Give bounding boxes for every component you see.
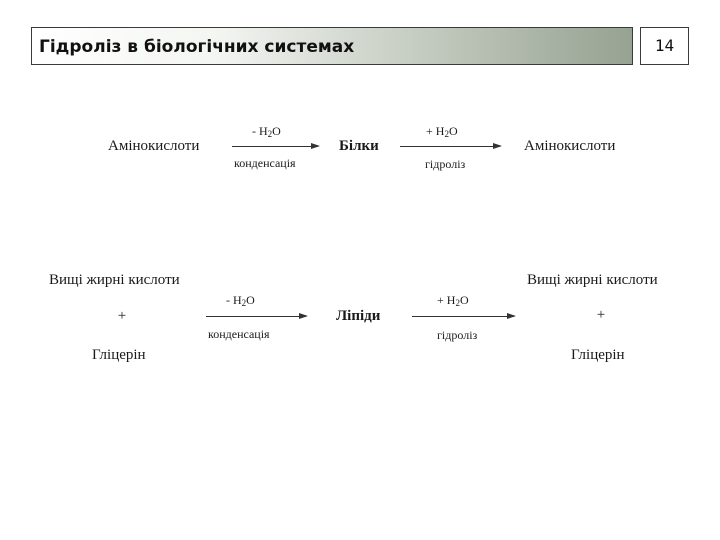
slide-title: Гідроліз в біологічних системах	[39, 37, 355, 57]
slide-title-bar	[31, 27, 633, 65]
reactant-fatty-acids: Вищі жирні кислоти	[49, 272, 180, 288]
condensation-label: конденсація	[234, 156, 296, 170]
hydrolysis-arrow	[400, 146, 500, 147]
reactant-glycerol: Гліцерін	[92, 347, 146, 363]
lipid-hydrolysis-arrow	[412, 316, 514, 317]
final-plus: +	[596, 307, 606, 323]
product-lipids: Ліпіди	[336, 308, 381, 324]
final-glycerol: Гліцерін	[571, 347, 625, 363]
final-amino-acids: Амінокислоти	[524, 138, 616, 154]
lipid-condensation-reagent: - $H_2O$	[226, 293, 255, 308]
reactant-amino-acids: Амінокислоти	[108, 138, 200, 154]
lipid-condensation-label: конденсація	[208, 327, 270, 341]
lipid-hydrolysis-label: гідроліз	[437, 328, 478, 342]
hydrolysis-label: гідроліз	[425, 157, 466, 171]
condensation-arrow	[232, 146, 318, 147]
final-fatty-acids: Вищі жирні кислоти	[527, 272, 658, 288]
condensation-reagent: - $H_2O$	[252, 124, 281, 139]
lipid-condensation-arrow	[206, 316, 306, 317]
reactant-plus: +	[117, 308, 127, 324]
product-proteins: Білки	[339, 138, 379, 154]
page-number: 14	[654, 36, 675, 55]
lipid-hydrolysis-reagent: + $H_2O$	[437, 293, 469, 308]
hydrolysis-reagent: + $H_2O$	[426, 124, 458, 139]
page-number-box	[640, 27, 689, 65]
